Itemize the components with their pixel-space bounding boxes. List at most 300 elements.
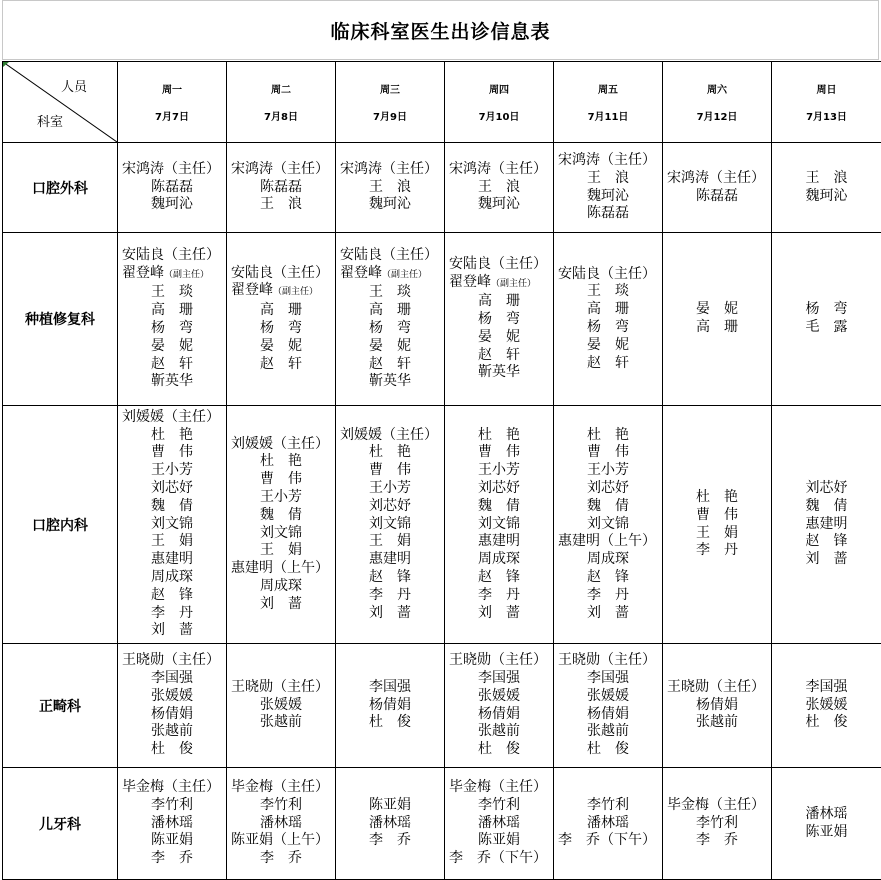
- schedule-cell: [663, 143, 772, 233]
- doctor-note: （主任）: [273, 679, 329, 695]
- doctor-entry: [336, 284, 444, 302]
- doctor-name: 晏 妮: [260, 338, 302, 354]
- doctor-name: 靳英华: [478, 364, 520, 380]
- doctor-entry: [772, 697, 881, 715]
- doctor-note: （副主任）: [164, 270, 209, 280]
- doctor-name: 陈亚娟: [806, 824, 848, 840]
- doctor-name: 魏珂沁: [587, 188, 629, 204]
- doctor-note: （主任）: [382, 247, 438, 263]
- doctor-name: 杜 艳: [478, 427, 520, 443]
- doctor-entry: [445, 850, 553, 868]
- schedule-cell: [445, 768, 554, 880]
- schedule-cell: [336, 768, 445, 880]
- doctor-note: （主任）: [491, 652, 547, 668]
- schedule-cell: [663, 768, 772, 880]
- doctor-entry: [663, 525, 771, 543]
- schedule-cell: [227, 233, 336, 406]
- doctor-entry: [227, 560, 335, 578]
- doctor-name: 赵 锋: [806, 533, 848, 549]
- doctor-entry: [118, 622, 226, 640]
- doctor-entry: [118, 688, 226, 706]
- doctor-name: 刘芯妤: [806, 480, 848, 496]
- doctor-entry: [772, 498, 881, 516]
- doctor-entry: [445, 161, 553, 179]
- doctor-entry: [118, 815, 226, 833]
- doctor-name: 刘 蔷: [260, 596, 302, 612]
- doctor-name: 潘林瑶: [260, 815, 302, 831]
- schedule-cell: [772, 143, 881, 233]
- doctor-entry: [227, 596, 335, 614]
- doctor-note: （主任）: [164, 779, 220, 795]
- doctor-name: 王 浪: [260, 196, 302, 212]
- doctor-entry: [336, 815, 444, 833]
- doctor-entry: [445, 364, 553, 382]
- doctor-entry: [445, 741, 553, 759]
- day-header: [445, 62, 554, 143]
- doctor-name: 杨倩娟: [696, 697, 738, 713]
- schedule-cell: [663, 233, 772, 406]
- doctor-name: 宋鸿涛: [449, 161, 491, 177]
- doctor-name: 曹 伟: [260, 471, 302, 487]
- doctor-entry: [554, 832, 662, 850]
- doctor-name: 王晓勋: [231, 679, 273, 695]
- doctor-entry: [227, 338, 335, 356]
- doctor-name: 张媛媛: [478, 688, 520, 704]
- doctor-name: 王 娟: [151, 533, 193, 549]
- doctor-name: 高 珊: [151, 302, 193, 318]
- doctor-entry: [118, 605, 226, 623]
- doctor-entry: [772, 301, 881, 319]
- doctor-note: （主任）: [273, 779, 329, 795]
- doctor-name: 李国强: [478, 670, 520, 686]
- doctor-name: 刘媛媛: [122, 409, 164, 425]
- doctor-entry: [118, 462, 226, 480]
- doctor-entry: [118, 587, 226, 605]
- doctor-name: 曹 伟: [151, 444, 193, 460]
- doctor-name: 杜 俊: [151, 741, 193, 757]
- doctor-name: 李竹利: [151, 797, 193, 813]
- doctor-name: 刘媛媛: [231, 436, 273, 452]
- day-name: 周四: [445, 81, 553, 96]
- doctor-entry: [554, 670, 662, 688]
- doctor-entry: [663, 319, 771, 337]
- doctor-name: 刘 蔷: [369, 605, 411, 621]
- doctor-name: 王小芳: [369, 480, 411, 496]
- doctor-entry: [445, 779, 553, 797]
- doctor-name: 李竹利: [478, 797, 520, 813]
- doctor-entry: [227, 797, 335, 815]
- doctor-entry: [118, 723, 226, 741]
- department-name: 种植修复科: [3, 233, 118, 406]
- doctor-entry: [445, 652, 553, 670]
- doctor-entry: [118, 670, 226, 688]
- day-date: 7月7日: [118, 108, 226, 123]
- doctor-entry: [445, 533, 553, 551]
- doctor-entry: [445, 329, 553, 347]
- department-name: 口腔内科: [3, 406, 118, 644]
- doctor-entry: [445, 293, 553, 311]
- doctor-name: 宋鸿涛: [122, 161, 164, 177]
- doctor-entry: [336, 551, 444, 569]
- doctor-note: （主任）: [491, 256, 547, 272]
- doctor-name: 王 浪: [478, 179, 520, 195]
- doctor-name: 杨 弯: [260, 320, 302, 336]
- day-header: [772, 62, 881, 143]
- doctor-entry: [554, 533, 662, 551]
- doctor-entry: [663, 797, 771, 815]
- doctor-name: 陈磊磊: [151, 179, 193, 195]
- doctor-name: 潘林瑶: [369, 815, 411, 831]
- doctor-note: （主任）: [709, 797, 765, 813]
- doctor-entry: [118, 706, 226, 724]
- doctor-name: 李 乔: [696, 832, 738, 848]
- doctor-name: 安陆良: [340, 247, 382, 263]
- day-name: 周二: [227, 81, 335, 96]
- doctor-entry: [118, 533, 226, 551]
- schedule-cell: [118, 406, 227, 644]
- doctor-name: 刘文锦: [587, 516, 629, 532]
- doctor-name: 王 浪: [587, 170, 629, 186]
- doctor-entry: [336, 533, 444, 551]
- doctor-name: 杜 艳: [260, 453, 302, 469]
- doctor-name: 杨 弯: [587, 319, 629, 335]
- doctor-name: 李 丹: [587, 587, 629, 603]
- doctor-name: 张越前: [696, 714, 738, 730]
- doctor-note: （主任）: [491, 161, 547, 177]
- doctor-name: 翟登峰: [449, 274, 491, 290]
- doctor-entry: [554, 337, 662, 355]
- doctor-name: 赵 轩: [151, 356, 193, 372]
- doctor-entry: [336, 714, 444, 732]
- doctor-name: 王晓勋: [122, 652, 164, 668]
- doctor-entry: [663, 188, 771, 206]
- day-name: 周一: [118, 81, 226, 96]
- doctor-name: 王 娟: [369, 533, 411, 549]
- doctor-name: 李国强: [369, 679, 411, 695]
- day-header: [118, 62, 227, 143]
- doctor-entry: [663, 542, 771, 560]
- schedule-cell: [772, 406, 881, 644]
- doctor-entry: [445, 797, 553, 815]
- doctor-entry: [554, 355, 662, 373]
- doctor-entry: [336, 516, 444, 534]
- diagonal-divider: [3, 62, 117, 142]
- doctor-name: 张越前: [478, 723, 520, 739]
- doctor-entry: [227, 302, 335, 320]
- doctor-name: 晏 妮: [151, 338, 193, 354]
- doctor-entry: [554, 815, 662, 833]
- doctor-name: 惠建明: [369, 551, 411, 567]
- doctor-note: （主任）: [709, 679, 765, 695]
- doctor-note: （下午）: [491, 850, 547, 866]
- doctor-entry: [227, 832, 335, 850]
- doctor-name: 陈亚娟: [369, 797, 411, 813]
- doctor-entry: [772, 188, 881, 206]
- doctor-name: 潘林瑶: [151, 815, 193, 831]
- doctor-entry: [445, 462, 553, 480]
- department-name: 正畸科: [3, 644, 118, 768]
- doctor-name: 杨倩娟: [478, 706, 520, 722]
- doctor-name: 高 珊: [587, 301, 629, 317]
- doctor-entry: [118, 338, 226, 356]
- doctor-name: 周成琛: [478, 551, 520, 567]
- doctor-entry: [118, 444, 226, 462]
- doctor-entry: [118, 161, 226, 179]
- doctor-entry: [554, 152, 662, 170]
- doctor-entry: [227, 436, 335, 454]
- doctor-name: 毕金梅: [449, 779, 491, 795]
- doctor-name: 李国强: [806, 679, 848, 695]
- schedule-cell: [227, 143, 336, 233]
- doctor-note: （主任）: [273, 436, 329, 452]
- corner-cell: [3, 62, 118, 143]
- doctor-entry: [445, 587, 553, 605]
- doctor-entry: [227, 356, 335, 374]
- doctor-entry: [663, 697, 771, 715]
- doctor-name: 杜 俊: [478, 741, 520, 757]
- doctor-entry: [445, 256, 553, 274]
- doctor-entry: [118, 427, 226, 445]
- doctor-entry: [336, 462, 444, 480]
- doctor-entry: [336, 320, 444, 338]
- doctor-entry: [118, 850, 226, 868]
- doctor-entry: [118, 480, 226, 498]
- doctor-entry: [445, 274, 553, 294]
- doctor-entry: [554, 205, 662, 223]
- doctor-entry: [445, 516, 553, 534]
- doctor-note: （主任）: [273, 265, 329, 281]
- doctor-entry: [336, 302, 444, 320]
- schedule-cell: [336, 143, 445, 233]
- department-row: [3, 644, 881, 768]
- doctor-name: 刘文锦: [151, 516, 193, 532]
- doctor-name: 安陆良: [231, 265, 273, 281]
- doctor-entry: [772, 533, 881, 551]
- doctor-name: 刘 蔷: [478, 605, 520, 621]
- doctor-name: 魏珂沁: [478, 196, 520, 212]
- department-row: [3, 768, 881, 880]
- doctor-entry: [336, 356, 444, 374]
- doctor-name: 陈磊磊: [587, 205, 629, 221]
- doctor-entry: [227, 471, 335, 489]
- schedule-cell: [118, 143, 227, 233]
- doctor-entry: [445, 706, 553, 724]
- doctor-name: 张媛媛: [587, 688, 629, 704]
- doctor-name: 李 乔: [558, 832, 600, 848]
- doctor-name: 李国强: [151, 670, 193, 686]
- doctor-name: 李竹利: [260, 797, 302, 813]
- doctor-name: 刘芯妤: [587, 480, 629, 496]
- schedule-cell: [663, 644, 772, 768]
- doctor-entry: [554, 723, 662, 741]
- doctor-note: （主任）: [600, 652, 656, 668]
- doctor-entry: [227, 196, 335, 214]
- doctor-name: 周成琛: [587, 551, 629, 567]
- doctor-entry: [336, 161, 444, 179]
- doctor-name: 王 浪: [806, 170, 848, 186]
- day-name: 周五: [554, 81, 662, 96]
- doctor-entry: [772, 806, 881, 824]
- day-date: 7月10日: [445, 108, 553, 123]
- doctor-entry: [118, 797, 226, 815]
- doctor-name: 宋鸿涛: [340, 161, 382, 177]
- doctor-name: 潘林瑶: [478, 815, 520, 831]
- doctor-entry: [118, 284, 226, 302]
- doctor-entry: [445, 179, 553, 197]
- doctor-name: 安陆良: [449, 256, 491, 272]
- doctor-name: 毛 露: [806, 319, 848, 335]
- doctor-note: （主任）: [382, 427, 438, 443]
- doctor-name: 李竹利: [696, 815, 738, 831]
- doctor-name: 魏珂沁: [151, 196, 193, 212]
- doctor-note: （主任）: [491, 779, 547, 795]
- doctor-name: 魏 倩: [478, 498, 520, 514]
- doctor-name: 曹 伟: [369, 462, 411, 478]
- doctor-name: 张越前: [260, 714, 302, 730]
- doctor-entry: [772, 516, 881, 534]
- doctor-note: （上午）: [273, 832, 329, 848]
- doctor-name: 杜 艳: [369, 444, 411, 460]
- doctor-name: 刘 蔷: [806, 551, 848, 567]
- corner-label-staff: 人员: [61, 76, 87, 95]
- doctor-name: 王晓勋: [558, 652, 600, 668]
- doctor-name: 张媛媛: [151, 688, 193, 704]
- doctor-name: 杨 弯: [151, 320, 193, 336]
- doctor-note: （副主任）: [382, 270, 427, 280]
- doctor-name: 刘媛媛: [340, 427, 382, 443]
- doctor-name: 安陆良: [558, 266, 600, 282]
- department-row: [3, 406, 881, 644]
- doctor-name: 惠建明: [478, 533, 520, 549]
- doctor-entry: [336, 427, 444, 445]
- doctor-entry: [445, 498, 553, 516]
- doctor-name: 王小芳: [151, 462, 193, 478]
- doctor-entry: [118, 265, 226, 285]
- doctor-entry: [336, 797, 444, 815]
- doctor-name: 曹 伟: [696, 507, 738, 523]
- doctor-name: 魏珂沁: [806, 188, 848, 204]
- doctor-name: 周成琛: [260, 578, 302, 594]
- doctor-name: 李 丹: [369, 587, 411, 603]
- doctor-entry: [118, 356, 226, 374]
- department-name: 口腔外科: [3, 143, 118, 233]
- doctor-name: 赵 锋: [369, 569, 411, 585]
- doctor-note: （主任）: [164, 652, 220, 668]
- doctor-note: （主任）: [600, 152, 656, 168]
- doctor-entry: [227, 161, 335, 179]
- day-name: 周六: [663, 81, 771, 96]
- doctor-entry: [445, 670, 553, 688]
- doctor-note: （副主任）: [273, 287, 318, 297]
- schedule-cell: [772, 233, 881, 406]
- doctor-name: 杜 艳: [151, 427, 193, 443]
- doctor-name: 魏 倩: [260, 507, 302, 523]
- schedule-cell: [445, 233, 554, 406]
- doctor-name: 张媛媛: [260, 697, 302, 713]
- doctor-entry: [554, 569, 662, 587]
- doctor-entry: [445, 605, 553, 623]
- doctor-entry: [227, 179, 335, 197]
- doctor-entry: [663, 832, 771, 850]
- doctor-entry: [227, 578, 335, 596]
- doctor-name: 刘芯妤: [369, 498, 411, 514]
- doctor-entry: [445, 311, 553, 329]
- doctor-note: （主任）: [382, 161, 438, 177]
- doctor-entry: [336, 265, 444, 285]
- doctor-entry: [554, 587, 662, 605]
- doctor-name: 潘林瑶: [587, 815, 629, 831]
- doctor-name: 杜 俊: [587, 741, 629, 757]
- schedule-cell: [554, 644, 663, 768]
- doctor-name: 靳英华: [151, 373, 193, 389]
- doctor-name: 宋鸿涛: [667, 170, 709, 186]
- doctor-entry: [554, 741, 662, 759]
- department-row: [3, 143, 881, 233]
- doctor-name: 李 乔: [449, 850, 491, 866]
- doctor-name: 毕金梅: [122, 779, 164, 795]
- doctor-name: 惠建明: [231, 560, 273, 576]
- doctor-name: 张越前: [587, 723, 629, 739]
- day-date: 7月9日: [336, 108, 444, 123]
- doctor-entry: [118, 516, 226, 534]
- doctor-name: 王 琰: [369, 284, 411, 300]
- doctor-name: 陈磊磊: [696, 188, 738, 204]
- doctor-entry: [663, 301, 771, 319]
- doctor-name: 翟登峰: [231, 282, 273, 298]
- doctor-name: 杜 俊: [369, 714, 411, 730]
- schedule-cell: [227, 644, 336, 768]
- doctor-name: 陈磊磊: [260, 179, 302, 195]
- doctor-entry: [445, 444, 553, 462]
- schedule-cell: [554, 143, 663, 233]
- doctor-entry: [445, 551, 553, 569]
- doctor-name: 魏 倩: [806, 498, 848, 514]
- schedule-cell: [663, 406, 772, 644]
- doctor-entry: [227, 679, 335, 697]
- doctor-name: 曹 伟: [478, 444, 520, 460]
- doctor-name: 魏 倩: [587, 498, 629, 514]
- doctor-name: 杜 艳: [587, 427, 629, 443]
- doctor-name: 王晓勋: [449, 652, 491, 668]
- doctor-name: 李 丹: [151, 605, 193, 621]
- doctor-entry: [227, 489, 335, 507]
- day-name: 周三: [336, 81, 444, 96]
- doctor-name: 杨 弯: [369, 320, 411, 336]
- doctor-entry: [227, 320, 335, 338]
- doctor-name: 高 珊: [478, 293, 520, 309]
- doctor-entry: [336, 498, 444, 516]
- doctor-entry: [554, 688, 662, 706]
- day-header: [554, 62, 663, 143]
- doctor-entry: [118, 302, 226, 320]
- doctor-entry: [445, 688, 553, 706]
- schedule-cell: [118, 233, 227, 406]
- doctor-name: 赵 锋: [478, 569, 520, 585]
- doctor-entry: [336, 605, 444, 623]
- doctor-entry: [554, 652, 662, 670]
- doctor-name: 陈亚娟: [478, 832, 520, 848]
- doctor-name: 惠建明: [151, 551, 193, 567]
- doctor-name: 赵 轩: [369, 356, 411, 372]
- doctor-name: 翟登峰: [340, 265, 382, 281]
- day-header: [663, 62, 772, 143]
- doctor-entry: [336, 196, 444, 214]
- schedule-cell: [227, 768, 336, 880]
- doctor-entry: [554, 444, 662, 462]
- doctor-entry: [118, 179, 226, 197]
- doctor-entry: [118, 551, 226, 569]
- doctor-name: 杜 艳: [696, 489, 738, 505]
